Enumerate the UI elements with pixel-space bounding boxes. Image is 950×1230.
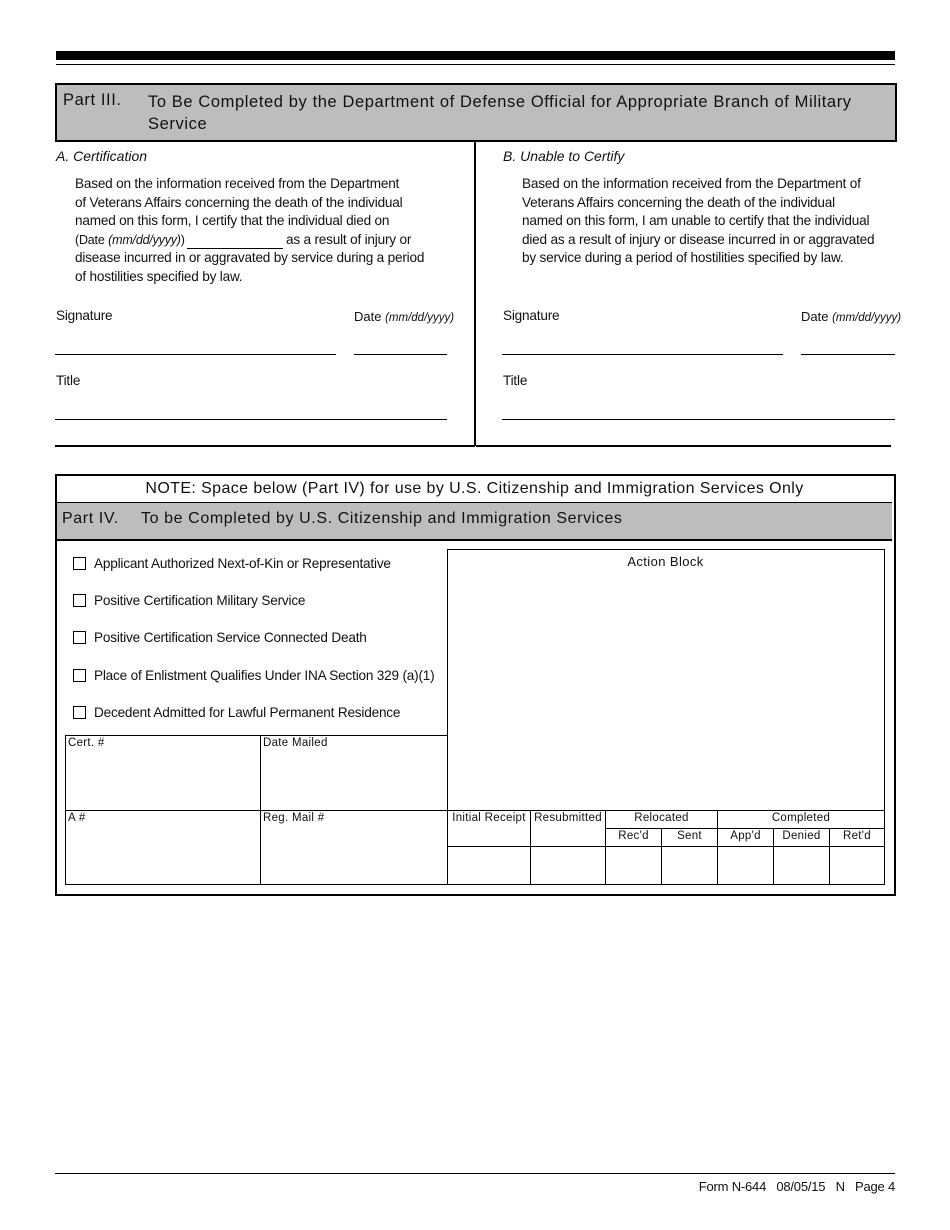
a-number-cell[interactable]: A # (65, 810, 261, 885)
recd-header: Rec'd (618, 830, 649, 842)
part4-title: To be Completed by U.S. Citizenship and Immigration Services (141, 510, 623, 527)
checkbox[interactable] (73, 706, 86, 719)
certification-label: A. Certification (56, 148, 148, 164)
part3-number: Part III. (63, 91, 122, 109)
date-label-a: Date (mm/dd/yyyy) (354, 309, 455, 324)
relocated-header: Relocated (634, 812, 689, 824)
part3-header (55, 83, 897, 142)
top-thick-rule (56, 51, 895, 60)
checkbox-row-service-death[interactable]: Positive Certification Service Connected Death (73, 628, 367, 646)
part4-header (57, 503, 892, 541)
tracking-sub-rule (605, 828, 884, 829)
signature-label-a: Signature (56, 308, 113, 323)
death-date-field[interactable] (187, 248, 283, 249)
checkbox[interactable] (73, 669, 86, 682)
appd-header: App'd (730, 830, 761, 842)
part3-column-divider (474, 140, 476, 446)
signature-field-a[interactable] (55, 354, 336, 355)
title-label-a: Title (56, 373, 81, 388)
checkbox[interactable] (73, 631, 86, 644)
date-label-b: Date (mm/dd/yyyy) (801, 309, 902, 324)
certification-text: Based on the information received from the Department of Veterans Affairs concerning the death of the individual named on this form, I certify that the individual died on (Date (mm/dd/yyyy)) as a result of injury or disease incurred in or aggravated by service during a period of hostilities specified by law. (75, 176, 425, 284)
tracking-top-rule (447, 810, 884, 811)
uscis-note: NOTE: Space below (Part IV) for use by U.S. Citizenship and Immigration Services Only (57, 476, 892, 503)
checkbox-row-lpr[interactable]: Decedent Admitted for Lawful Permanent Residence (73, 703, 400, 721)
checkbox-row-enlistment[interactable]: Place of Enlistment Qualifies Under INA Section 329 (a)(1) (73, 666, 435, 684)
footer-rule (55, 1173, 895, 1174)
title-field-b[interactable] (502, 419, 895, 420)
title-field-a[interactable] (55, 419, 447, 420)
unable-label: B. Unable to Certify (503, 148, 625, 164)
unable-text: Based on the information received from the Department of Veterans Affairs concerning the death of the individual named on this form, I am unable to certify that the individual died as a result of injury or disease incurred in or aggravated by service during a period of hostilities specified by law. (522, 176, 875, 265)
checkbox-row-military-service[interactable]: Positive Certification Military Service (73, 591, 305, 609)
denied-header: Denied (782, 830, 821, 842)
checkbox[interactable] (73, 557, 86, 570)
action-block-title: Action Block (627, 554, 704, 569)
part3-bottom-rule-right (476, 445, 891, 447)
cert-number-cell[interactable]: Cert. # (65, 735, 261, 811)
top-thin-rule (56, 64, 895, 65)
checkbox-row-next-of-kin[interactable]: Applicant Authorized Next-of-Kin or Representative (73, 554, 391, 572)
part3-bottom-rule-left (55, 445, 475, 447)
reg-mail-cell[interactable]: Reg. Mail # (260, 810, 448, 885)
initial-receipt-header: Initial Receipt (452, 812, 526, 824)
initial-receipt-cell[interactable] (448, 847, 530, 884)
date-mailed-cell[interactable]: Date Mailed (260, 735, 448, 811)
retd-header: Ret'd (843, 830, 871, 842)
signature-field-b[interactable] (502, 354, 783, 355)
part4-number: Part IV. (62, 510, 119, 527)
form-footer: Form N-644 08/05/15 N Page 4 (698, 1179, 895, 1194)
sent-header: Sent (677, 830, 702, 842)
title-label-b: Title (503, 373, 528, 388)
completed-header: Completed (771, 812, 831, 824)
date-field-b[interactable] (801, 354, 895, 355)
signature-label-b: Signature (503, 308, 560, 323)
date-field-a[interactable] (354, 354, 447, 355)
resubmitted-cell[interactable] (531, 847, 605, 884)
resubmitted-header: Resubmitted (534, 812, 602, 824)
part3-title: To Be Completed by the Department of Defense Official for Appropriate Branch of Military Service (148, 93, 852, 133)
checkbox[interactable] (73, 594, 86, 607)
